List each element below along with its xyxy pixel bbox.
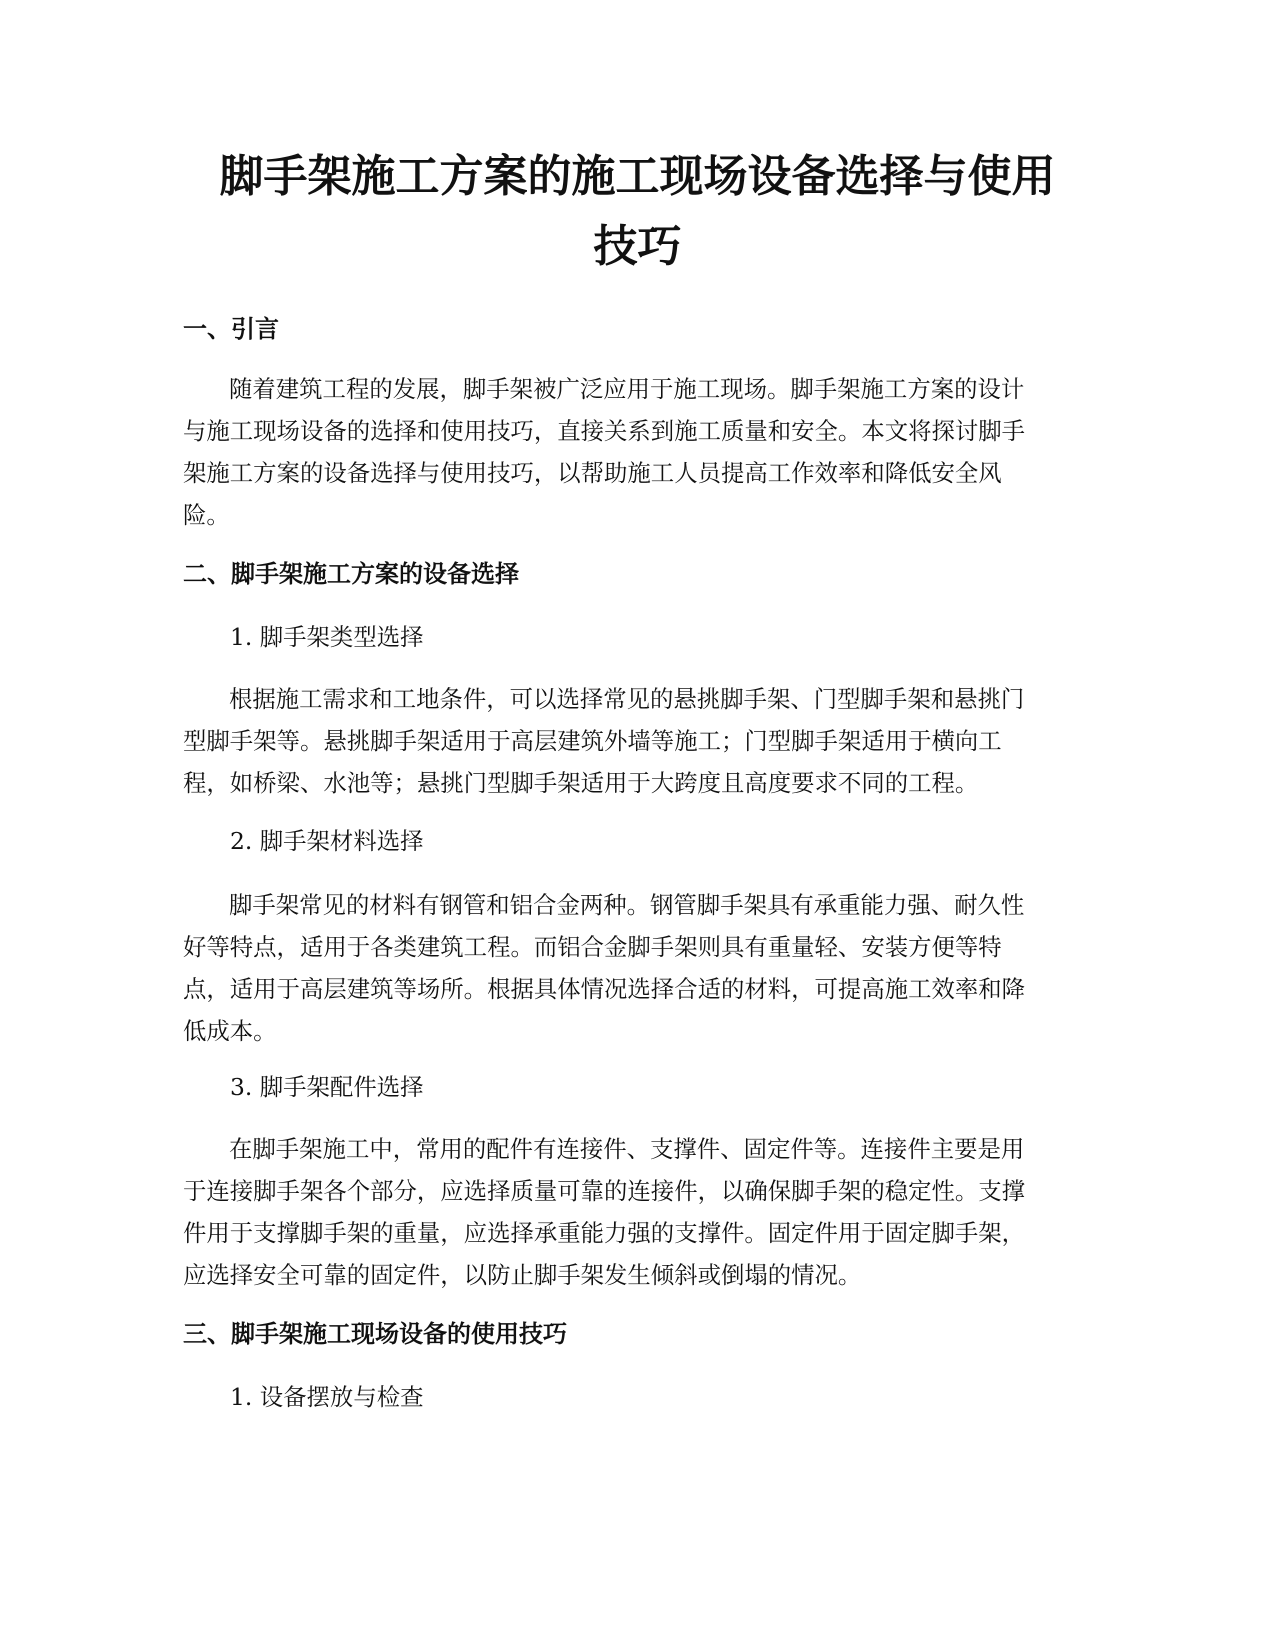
subheading-scaffold-material: 2. 脚手架材料选择	[230, 827, 424, 855]
paragraph-line: 低成本。	[183, 1017, 277, 1045]
paragraph-line: 点，适用于高层建筑等场所。根据具体情况选择合适的材料，可提高施工效率和降	[183, 975, 1026, 1003]
title-line: 技巧	[593, 221, 682, 272]
paragraph-line: 与施工现场设备的选择和使用技巧，直接关系到施工质量和安全。本文将探讨脚手	[183, 417, 1026, 445]
paragraph-line: 在脚手架施工中，常用的配件有连接件、支撑件、固定件等。连接件主要是用	[229, 1135, 1025, 1163]
scaffold-type-paragraph	[183, 678, 1088, 804]
scaffold-material-paragraph	[183, 884, 1088, 1052]
paragraph-line: 架施工方案的设备选择与使用技巧，以帮助施工人员提高工作效率和降低安全风	[183, 459, 1002, 487]
document-title	[180, 142, 1095, 282]
subheading-scaffold-accessories: 3. 脚手架配件选择	[230, 1073, 424, 1101]
paragraph-line: 型脚手架等。悬挑脚手架适用于高层建筑外墙等施工；门型脚手架适用于横向工	[183, 727, 1002, 755]
section-heading-usage: 三、脚手架施工现场设备的使用技巧	[183, 1320, 567, 1348]
paragraph-line: 根据施工需求和工地条件，可以选择常见的悬挑脚手架、门型脚手架和悬挑门	[229, 685, 1025, 713]
section-heading-selection: 二、脚手架施工方案的设备选择	[183, 560, 519, 588]
paragraph-line: 程，如桥梁、水池等；悬挑门型脚手架适用于大跨度且高度要求不同的工程。	[183, 769, 979, 797]
section-heading-intro: 一、引言	[183, 315, 279, 343]
subheading-equipment-placement: 1. 设备摆放与检查	[230, 1383, 424, 1411]
scaffold-accessories-paragraph	[183, 1128, 1088, 1296]
title-line: 脚手架施工方案的施工现场设备选择与使用	[219, 151, 1056, 202]
paragraph-line: 险。	[183, 501, 230, 529]
paragraph-line: 于连接脚手架各个部分，应选择质量可靠的连接件，以确保脚手架的稳定性。支撑	[183, 1177, 1026, 1205]
paragraph-line: 应选择安全可靠的固定件，以防止脚手架发生倾斜或倒塌的情况。	[183, 1261, 862, 1289]
intro-paragraph	[183, 368, 1088, 536]
subheading-scaffold-type: 1. 脚手架类型选择	[230, 623, 424, 651]
paragraph-line: 随着建筑工程的发展，脚手架被广泛应用于施工现场。脚手架施工方案的设计	[229, 375, 1025, 403]
paragraph-line: 脚手架常见的材料有钢管和铝合金两种。钢管脚手架具有承重能力强、耐久性	[229, 891, 1025, 919]
paragraph-line: 好等特点，适用于各类建筑工程。而铝合金脚手架则具有重量轻、安装方便等特	[183, 933, 1002, 961]
paragraph-line: 件用于支撑脚手架的重量，应选择承重能力强的支撑件。固定件用于固定脚手架，	[183, 1219, 1026, 1247]
